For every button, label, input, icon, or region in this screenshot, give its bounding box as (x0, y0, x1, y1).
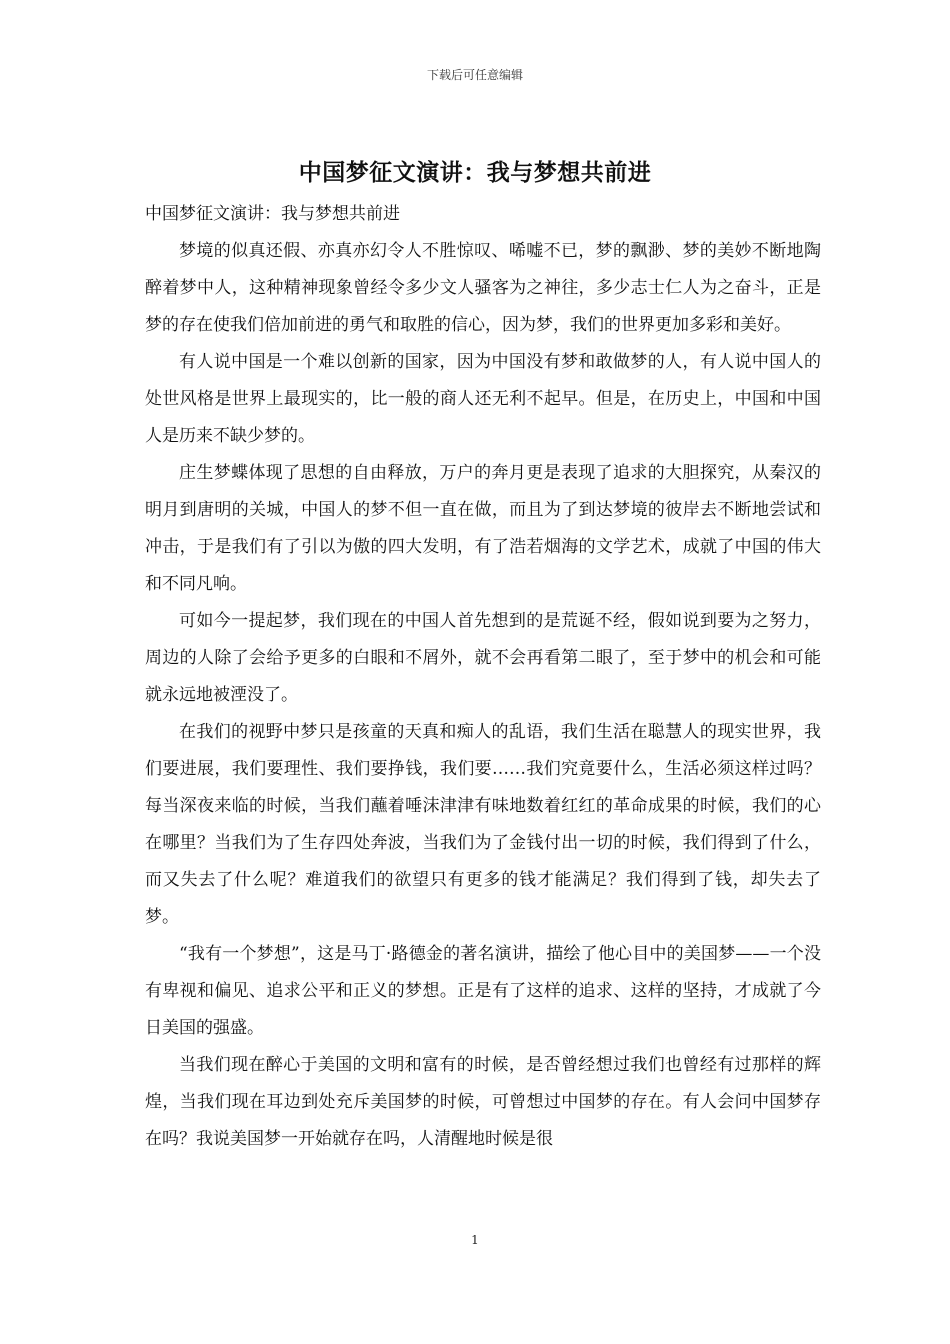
page-header: 下载后可任意编辑 (426, 68, 523, 82)
paragraph-4: 可如今一提起梦，我们现在的中国人首先想到的是荒诞不经，假如说到要为之努力，周边的人除了会给予更多的白眼和不屑外，就不会再看第二眼了，至于梦中的机会和可能就永远地被湮没了。 (145, 611, 821, 705)
document-body (145, 196, 821, 1158)
paragraph-2: 有人说中国是一个难以创新的国家，因为中国没有梦和敢做梦的人，有人说中国人的处世风格是世界上最现实的，比一般的商人还无利不起早。但是，在历史上，中国和中国人是历来不缺少梦的。 (145, 352, 821, 446)
paragraph-5: 在我们的视野中梦只是孩童的天真和痴人的乱语，我们生活在聪慧人的现实世界，我们要进展，我们要理性、我们要挣钱，我们要……我们究竟要什么，生活必须这样过吗？每当深夜来临的时候，当我们蘸着唾沫津津有味地数着红红的革命成果的时候，我们的心在哪里？当我们为了生存四处奔波，当我们为了金钱付出一切的时候，我们得到了什么，而又失去了什么呢？难道我们的欲望只有更多的钱才能满足？我们得到了钱，却失去了梦。 (145, 722, 821, 927)
document-title: 中国梦征文演讲：我与梦想共前进 (298, 159, 652, 186)
paragraph-7: 当我们现在醉心于美国的文明和富有的时候，是否曾经想过我们也曾经有过那样的辉煌，当我们现在耳边到处充斥美国梦的时候，可曾想过中国梦的存在。有人会问中国梦存在吗？我说美国梦一开始就存在吗，人清醒地时候是很 (145, 1055, 821, 1149)
paragraph-6: “我有一个梦想”，这是马丁·路德金的著名演讲，描绘了他心目中的美国梦——一个没有卑视和偏见、追求公平和正义的梦想。正是有了这样的追求、这样的坚持，才成就了今日美国的强盛。 (145, 944, 821, 1038)
document-subtitle: 中国梦征文演讲：我与梦想共前进 (145, 204, 400, 224)
paragraph-3: 庄生梦蝶体现了思想的自由释放，万户的奔月更是表现了追求的大胆探究，从秦汉的明月到唐明的关城，中国人的梦不但一直在做，而且为了到达梦境的彼岸去不断地尝试和冲击，于是我们有了引以为傲的四大发明，有了浩若烟海的文学艺术，成就了中国的伟大和不同凡响。 (145, 463, 821, 594)
page-number: 1 (471, 1233, 479, 1247)
paragraph-1: 梦境的似真还假、亦真亦幻令人不胜惊叹、唏嘘不已，梦的飘渺、梦的美妙不断地陶醉着梦中人，这种精神现象曾经令多少文人骚客为之神往，多少志士仁人为之奋斗，正是梦的存在使我们倍加前进的勇气和取胜的信心，因为梦，我们的世界更加多彩和美好。 (145, 241, 821, 335)
